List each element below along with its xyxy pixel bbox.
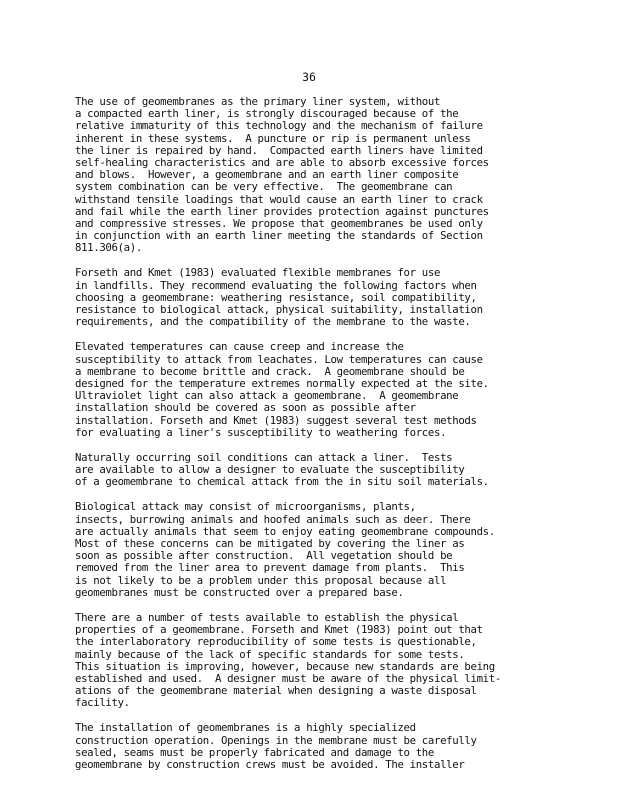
text-line: withstand tensile loadings that would cause an earth liner to crack bbox=[75, 193, 483, 206]
text-line: resistance to biological attack, physical suitability, installation bbox=[75, 304, 483, 316]
text-line: The installation of geomembranes is a highly specialized bbox=[75, 722, 416, 735]
paragraph bbox=[75, 267, 555, 328]
paragraph bbox=[75, 612, 555, 710]
text-line: the interlaboratory reproducibility of some tests is questionable, bbox=[75, 636, 477, 649]
text-line: sealed, seams must be properly fabricated and damage to the bbox=[75, 746, 434, 759]
text-line: in conjunction with an earth liner meeting the standards of Section bbox=[75, 230, 483, 243]
text-line: ations of the geomembrane material when designing a waste disposal bbox=[75, 685, 477, 698]
text-line: geomembrane by construction crews must be avoided. The installer bbox=[75, 759, 465, 771]
text-line: geomembranes must be constructed over a prepared base. bbox=[75, 586, 404, 599]
text-line: requirements, and the compatibility of the membrane to the waste. bbox=[75, 316, 471, 329]
text-line: Naturally occurring soil conditions can attack a liner. Tests bbox=[75, 451, 453, 464]
text-line: construction operation. Openings in the membrane must be carefully bbox=[75, 734, 477, 747]
text-line: Ultraviolet light can also attack a geomembrane. A geomembrane bbox=[75, 390, 459, 403]
body-text bbox=[75, 96, 555, 784]
page-number: 36 bbox=[302, 70, 316, 84]
text-line: relative immaturity of this technology and the mechanism of failure bbox=[75, 120, 483, 133]
text-line: a compacted earth liner, is strongly discouraged because of the bbox=[75, 108, 459, 121]
text-line: This situation is improving, however, because new standards are being bbox=[75, 660, 495, 673]
text-line: inherent in these systems. A puncture or rip is permanent unless bbox=[75, 132, 471, 145]
text-line: choosing a geomembrane: weathering resistance, soil compatibility, bbox=[75, 291, 477, 304]
text-line: Forseth and Kmet (1983) evaluated flexible membranes for use bbox=[75, 267, 441, 280]
text-line: is not likely to be a problem under this proposal because all bbox=[75, 574, 447, 587]
text-line: 811.306(a). bbox=[75, 242, 142, 255]
text-line: designed for the temperature extremes normally expected at the site. bbox=[75, 377, 489, 390]
text-line: for evaluating a liner's susceptibility to weathering forces. bbox=[75, 426, 447, 439]
paragraph bbox=[75, 96, 555, 254]
text-line: system combination can be very effective. The geomembrane can bbox=[75, 181, 453, 194]
text-line: There are a number of tests available to establish the physical bbox=[75, 611, 459, 624]
text-line: installation should be covered as soon as possible after bbox=[75, 402, 416, 415]
text-line: facility. bbox=[75, 697, 130, 710]
text-line: are actually animals that seem to enjoy eating geomembrane compounds. bbox=[75, 525, 495, 538]
text-line: and fail while the earth liner provides protection against punctures bbox=[75, 205, 489, 218]
text-line: Elevated temperatures can cause creep and increase the bbox=[75, 341, 404, 354]
text-line: The use of geomembranes as the primary liner system, without bbox=[75, 96, 441, 108]
text-line: are available to allow a designer to evaluate the susceptibility bbox=[75, 464, 465, 477]
text-line: soon as possible after construction. All vegetation should be bbox=[75, 550, 453, 563]
paragraph bbox=[75, 722, 555, 771]
text-line: mainly because of the lack of specific standards for some tests. bbox=[75, 648, 465, 661]
text-line: Biological attack may consist of microorganisms, plants, bbox=[75, 501, 416, 514]
paragraph bbox=[75, 452, 555, 489]
paragraph bbox=[75, 341, 555, 439]
text-line: properties of a geomembrane. Forseth and Kmet (1983) point out that bbox=[75, 624, 483, 637]
text-line: susceptibility to attack from leachates. Low temperatures can cause bbox=[75, 353, 483, 366]
text-line: self-healing characteristics and are able to absorb excessive forces bbox=[75, 156, 489, 169]
text-line: installation. Forseth and Kmet (1983) suggest several test methods bbox=[75, 414, 477, 427]
text-line: of a geomembrane to chemical attack from the in situ soil materials. bbox=[75, 476, 489, 489]
text-line: removed from the liner area to prevent damage from plants. This bbox=[75, 562, 465, 575]
text-line: the liner is repaired by hand. Compacted earth liners have limited bbox=[75, 144, 483, 157]
text-line: established and used. A designer must be aware of the physical limit- bbox=[75, 672, 501, 685]
paragraph bbox=[75, 501, 555, 599]
text-line: Most of these concerns can be mitigated by covering the liner as bbox=[75, 538, 465, 550]
text-line: a membrane to become brittle and crack. A geomembrane should be bbox=[75, 365, 465, 378]
text-line: and blows. However, a geomembrane and an earth liner composite bbox=[75, 169, 459, 182]
text-line: in landfills. They recommend evaluating the following factors when bbox=[75, 279, 477, 292]
text-line: insects, burrowing animals and hoofed animals such as deer. There bbox=[75, 513, 471, 526]
text-line: and compressive stresses. We propose that geomembranes be used only bbox=[75, 217, 483, 230]
